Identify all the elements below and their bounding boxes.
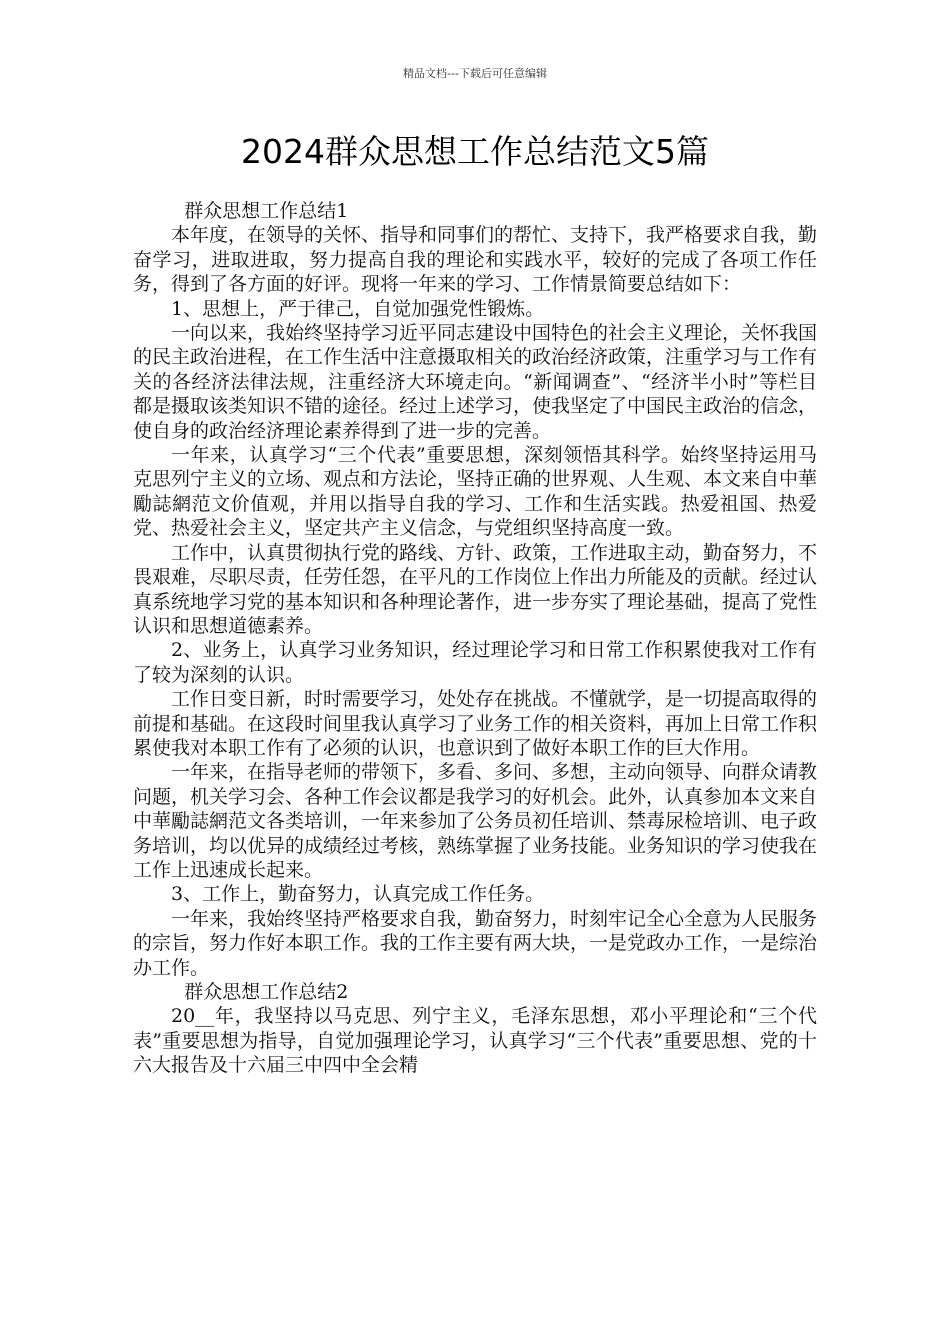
header-note: 精品文档---下载后可任意编辑 (403, 67, 547, 80)
paragraph-three-represents: 一年来，认真学习“三个代表”重要思想，深刻领悟其科学。始终坚持运用马克思列宁主义的立场、观点和方法论，坚持正确的世界观、人生观、本文来自中華勵誌網范文价值观，并用以指导自我的学习、工作和生活实践。热爱祖国、热爱党、热爱社会主义，坚定共产主义信念，与党组织坚持高度一致。 (133, 444, 818, 540)
paragraph-theory-study: 一向以来，我始终坚持学习近平同志建设中国特色的社会主义理论，关怀我国的民主政治进程，在工作生活中注意摄取相关的政治经济政策，注重学习与工作有关的各经济法律法规，注重经济大环境走向。“新闻调查”、“经济半小时”等栏目都是摄取该类知识不错的途径。经过上述学习，使我坚定了中国民主政治的信念，使自身的政治经济理论素养得到了进一步的完善。 (133, 322, 818, 442)
paragraph-training: 一年来，在指导老师的带领下，多看、多问、多想，主动向领导、向群众请教问题，机关学习会、各种工作会议都是我学习的好机会。此外，认真参加本文来自中華勵誌網范文各类培训，一年来参加了公务员初任培训、禁毒尿检培训、电子政务培训，均以优异的成绩经过考核，熟练掌握了业务技能。业务知识的学习使我在工作上迅速成长起来。 (133, 761, 818, 881)
paragraph-point-2: 2、业务上，认真学习业务知识，经过理论学习和日常工作积累使我对工作有了较为深刻的认识。 (133, 639, 817, 686)
paragraph-intro: 本年度，在领导的关怀、指导和同事们的帮忙、支持下，我严格要求自我，勤奋学习，进取进取，努力提高自我的理论和实践水平，较好的完成了各项工作任务，得到了各方面的好评。现将一年来的学习、工作情景简要总结如下： (133, 224, 818, 296)
paragraph-point-3: 3、工作上，勤奋努力，认真完成工作任务。 (171, 883, 545, 906)
document-title: 2024群众思想工作总结范文5篇 (241, 132, 709, 171)
paragraph-work-attitude: 工作中，认真贯彻执行党的路线、方针、政策，工作进取主动，勤奋努力，不畏艰难，尽职尽责，任劳任怨，在平凡的工作岗位上作出力所能及的贡献。经过认真系统地学习党的基本知识和各种理论著作，进一步夯实了理论基础，提高了党性认识和思想道德素养。 (133, 541, 818, 637)
paragraph-daily-learning: 工作日变日新，时时需要学习，处处存在挑战。不懂就学，是一切提高取得的前提和基础。在这段时间里我认真学习了业务工作的相关资料，再加上日常工作积累使我对本职工作有了必须的认识，也意识到了做好本职工作的巨大作用。 (133, 688, 818, 759)
paragraph-summary-2-intro: 20__年，我坚持以马克思、列宁主义，毛泽东思想，邓小平理论和“三个代表”重要思想为指导，自觉加强理论学习，认真学习“三个代表”重要思想、党的十六大报告及十六届三中四中全会精 (133, 1005, 817, 1077)
section-heading-1: 群众思想工作总结1 (184, 200, 349, 222)
document-body (133, 199, 817, 1078)
section-heading-2: 群众思想工作总结2 (184, 981, 349, 1003)
paragraph-duties: 一年来，我始终坚持严格要求自我，勤奋努力，时刻牢记全心全意为人民服务的宗旨，努力作好本职工作。我的工作主要有两大块，一是党政办工作，一是综治办工作。 (133, 907, 818, 979)
paragraph-point-1: 1、思想上，严于律己，自觉加强党性锻炼。 (171, 297, 545, 320)
